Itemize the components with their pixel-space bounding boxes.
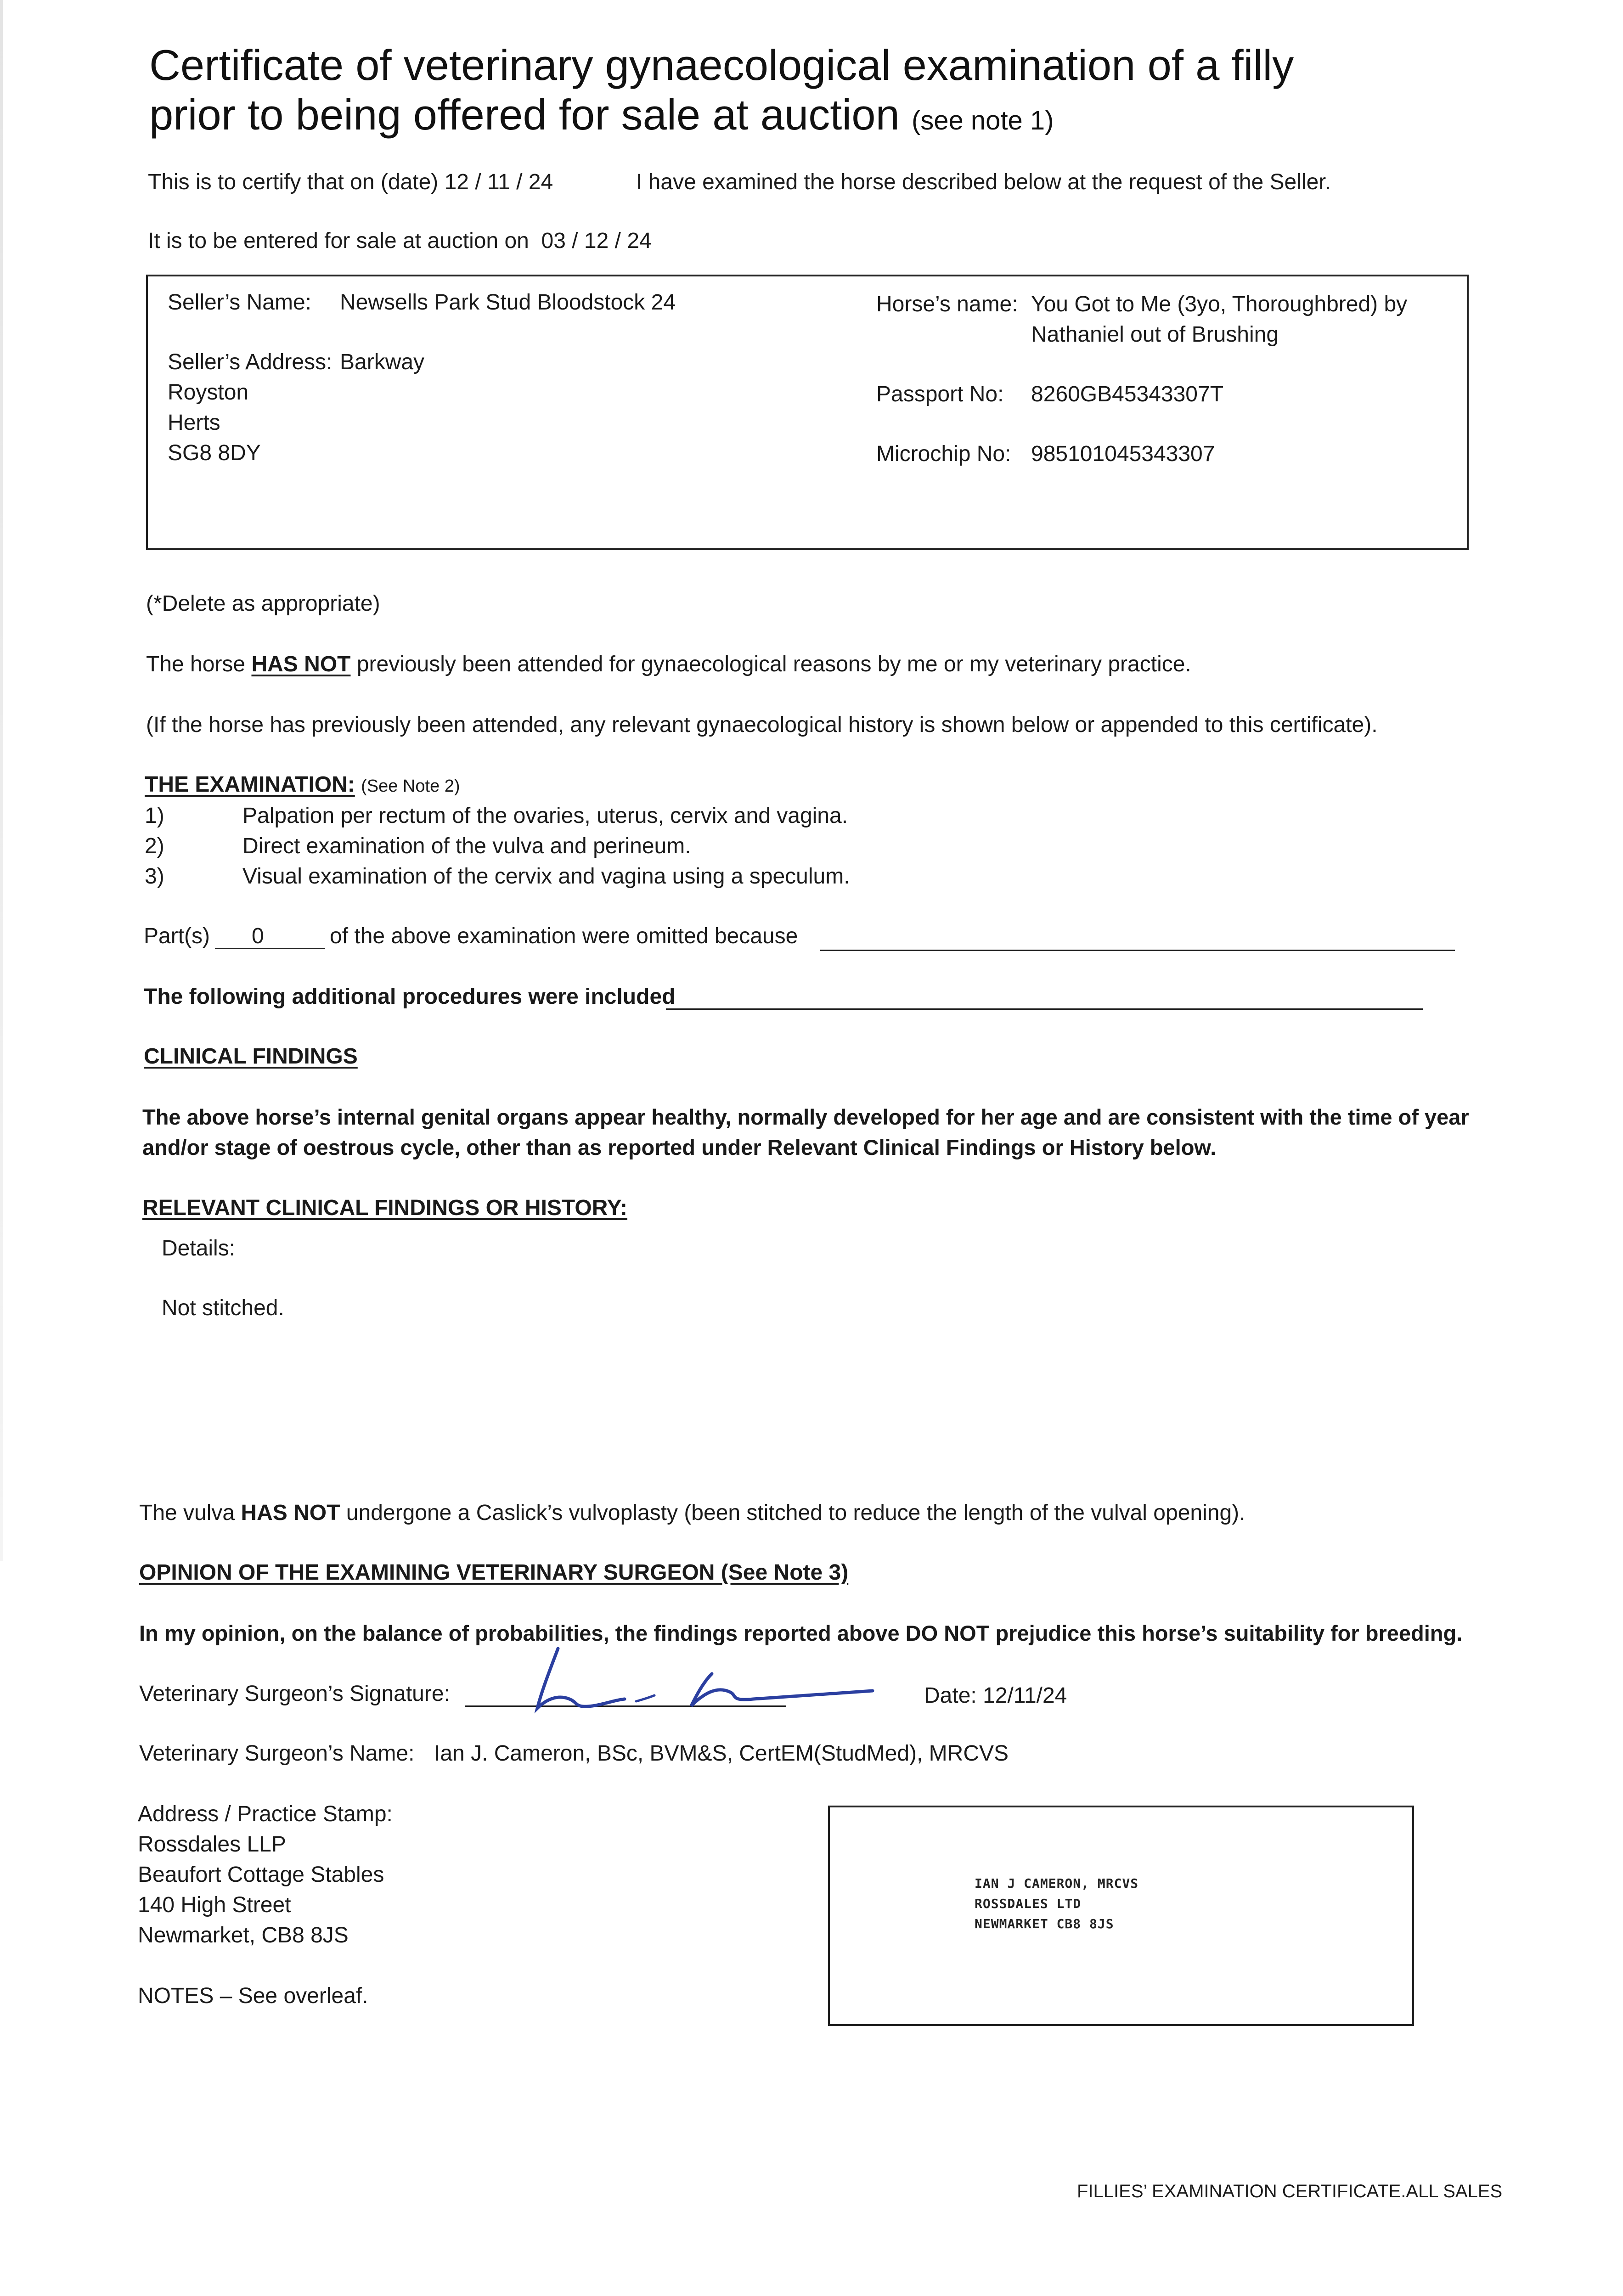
practice-line3: 140 High Street — [138, 1893, 291, 1917]
stamp-line3: NEWMARKET CB8 8JS — [975, 1916, 1114, 1931]
relevant-heading: RELEVANT CLINICAL FINDINGS OR HISTORY: — [142, 1196, 628, 1220]
signature-date-value: 12/11/24 — [983, 1683, 1067, 1708]
surgeon-name: Ian J. Cameron, BSc, BVM&S, CertEM(StudMed), MRCVS — [434, 1741, 1009, 1766]
auction-line — [148, 226, 652, 256]
details-label: Details: — [162, 1236, 236, 1261]
certificate-title-line1: Certificate of veterinary gynaecological examination of a filly — [149, 41, 1294, 89]
microchip-label: Microchip No: — [876, 442, 1011, 466]
auction-prefix: It is to be entered for sale at auction on — [148, 229, 529, 253]
clinical-line2: and/or stage of oestrous cycle, other than as reported under Relevant Clinical Findings or History below. — [142, 1135, 1217, 1159]
examination-heading-line — [145, 770, 460, 801]
seller-address-line2: Royston — [168, 380, 249, 405]
clinical-line1: The above horse’s internal genital organs appear healthy, normally developed for her age and are consistent with the time of year — [142, 1105, 1469, 1129]
practice-line1: Rossdales LLP — [138, 1832, 286, 1857]
handwritten-signature — [514, 1639, 891, 1717]
vulva-statement — [139, 1498, 1245, 1528]
title-line2-text: prior to being offered for sale at auction — [149, 90, 900, 139]
attended-statement — [146, 649, 1191, 680]
horse-name-label: Horse’s name: — [876, 292, 1018, 316]
auction-date: 03 / 12 / 24 — [541, 229, 652, 253]
exam-item-3-text: Visual examination of the cervix and vagina using a speculum. — [242, 864, 850, 889]
practice-line2: Beaufort Cottage Stables — [138, 1863, 384, 1887]
stamp-line1: IAN J CAMERON, MRCVS — [975, 1876, 1139, 1891]
microchip-number: 985101045343307 — [1031, 442, 1215, 466]
examination-heading: THE EXAMINATION: — [145, 772, 355, 797]
certificate-title-line2 — [149, 90, 1054, 146]
vulva-status: HAS NOT — [241, 1501, 340, 1525]
attended-status: HAS NOT — [251, 652, 351, 676]
horse-name-line2: Nathaniel out of Brushing — [1031, 322, 1279, 347]
opinion-text: In my opinion, on the balance of probabilities, the findings reported above DO NOT prejudice this horse’s suitability for breeding. — [139, 1621, 1463, 1645]
additional-procedures: The following additional procedures were included — [144, 985, 676, 1009]
stamp-line2: ROSSDALES LTD — [975, 1896, 1082, 1911]
certify-examined: I have examined the horse described below at the request of the Seller. — [636, 170, 1331, 194]
practice-stamp-box — [828, 1806, 1414, 2026]
certify-prefix: This is to certify that on (date) — [148, 170, 439, 194]
horse-name-line1: You Got to Me (3yo, Thoroughbred) by — [1031, 292, 1408, 316]
parts-value-line — [215, 948, 325, 949]
parts-value: 0 — [252, 924, 264, 948]
examination-note: (See Note 2) — [361, 777, 460, 796]
exam-item-3-num: 3) — [145, 864, 164, 889]
scan-edge-shadow — [0, 0, 3, 1561]
exam-item-1-text: Palpation per rectum of the ovaries, uterus, cervix and vagina. — [242, 804, 848, 828]
signature-date — [924, 1681, 1067, 1711]
clinical-heading: CLINICAL FINDINGS — [144, 1044, 358, 1069]
signature-date-label: Date: — [924, 1683, 977, 1708]
parts-suffix: of the above examination were omitted because — [330, 924, 798, 948]
vulva-suffix: undergone a Caslick’s vulvoplasty (been stitched to reduce the length of the vulval opening). — [346, 1501, 1245, 1525]
parts-prefix: Part(s) — [144, 924, 210, 948]
vulva-prefix: The vulva — [139, 1501, 235, 1525]
details-text: Not stitched. — [162, 1296, 284, 1320]
certify-date: 12 / 11 / 24 — [444, 170, 553, 194]
seller-name-label: Seller’s Name: — [168, 290, 312, 315]
opinion-heading: OPINION OF THE EXAMINING VETERINARY SURGEON (See Note 3) — [139, 1560, 849, 1585]
form-footer: FILLIES’ EXAMINATION CERTIFICATE.ALL SALES — [1077, 2181, 1503, 2201]
attended-suffix: previously been attended for gynaecological reasons by me or my veterinary practice. — [356, 652, 1191, 676]
attended-prefix: The horse — [146, 652, 246, 676]
title-note: (see note 1) — [911, 106, 1054, 135]
practice-line4: Newmarket, CB8 8JS — [138, 1923, 349, 1947]
history-note: (If the horse has previously been attended, any relevant gynaecological history is shown below or appended to this certificate). — [146, 713, 1378, 737]
additional-procedures-line — [666, 1008, 1423, 1010]
signature-label: Veterinary Surgeon’s Signature: — [139, 1682, 450, 1706]
seller-address-line1: Barkway — [340, 350, 425, 374]
exam-item-2-num: 2) — [145, 834, 164, 858]
certify-line — [148, 167, 553, 197]
surgeon-name-label: Veterinary Surgeon’s Name: — [139, 1741, 415, 1766]
seller-name: Newsells Park Stud Bloodstock 24 — [340, 290, 676, 315]
exam-item-2-text: Direct examination of the vulva and perineum. — [242, 834, 691, 858]
exam-item-1-num: 1) — [145, 804, 164, 828]
delete-note: (*Delete as appropriate) — [146, 591, 380, 616]
seller-address-line3: Herts — [168, 411, 220, 435]
seller-address-line4: SG8 8DY — [168, 441, 261, 465]
practice-label: Address / Practice Stamp: — [138, 1802, 393, 1826]
passport-label: Passport No: — [876, 382, 1004, 406]
omitted-reason-line — [820, 950, 1455, 951]
notes-reference: NOTES – See overleaf. — [138, 1984, 368, 2008]
passport-number: 8260GB45343307T — [1031, 382, 1224, 406]
seller-address-label: Seller’s Address: — [168, 350, 332, 374]
